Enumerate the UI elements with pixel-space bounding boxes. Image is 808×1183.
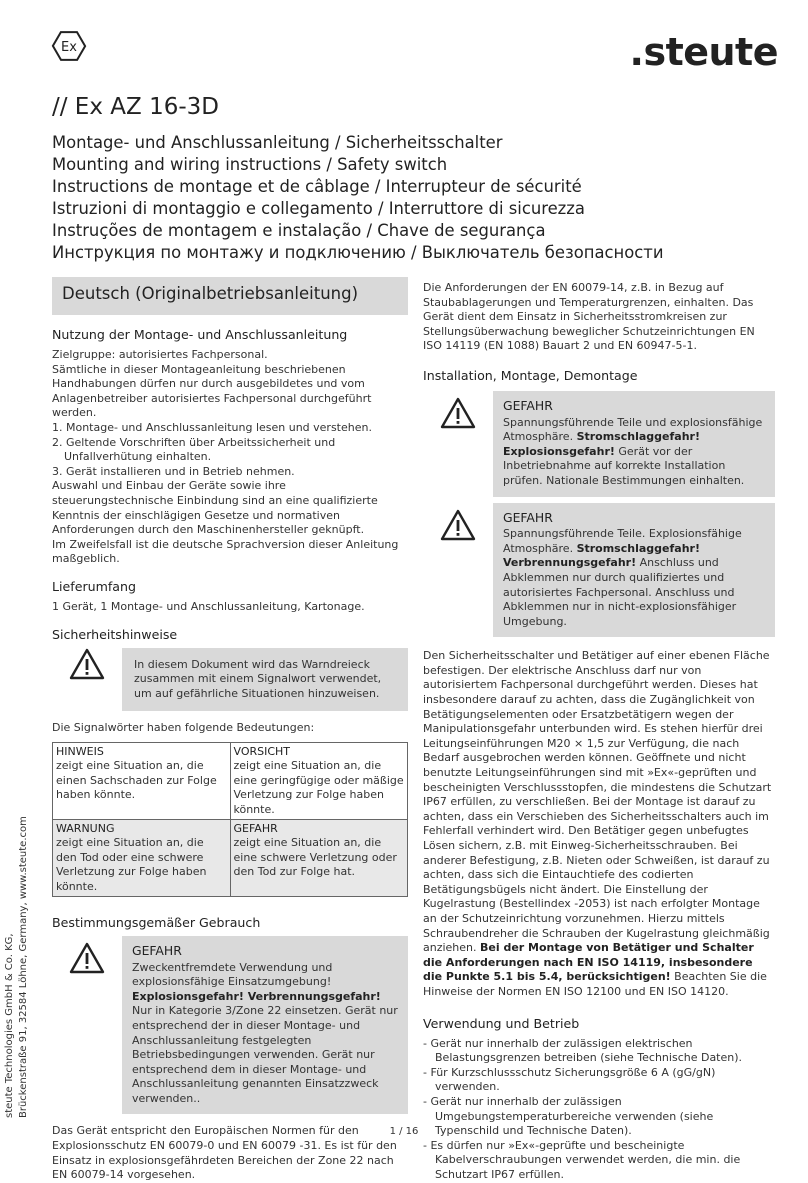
document-titles xyxy=(52,132,792,264)
svg-text:Ex: Ex xyxy=(61,40,77,55)
section-heading-verwendung: Verwendung und Betrieb xyxy=(423,1015,580,1031)
list-item: - Für Kurzschlussschutz Sicherungsgröße 6 A (gG/gN) verwenden. xyxy=(423,1065,716,1094)
warning-triangle-icon xyxy=(52,648,122,712)
section-heading-bestimmung: Bestimmungsgemäßer Gebrauch xyxy=(52,914,261,930)
signal-description: zeigt eine Situation an, die einen Sachschaden zur Folge haben könnte. xyxy=(56,759,217,802)
warning-triangle-icon xyxy=(423,503,493,638)
table-cell xyxy=(53,819,231,896)
bestimmung-after-text: Das Gerät entspricht den Europäischen Normen für den Explosionsschutz EN 60079-0 und EN 60079 -31. Es ist für den Einsatz in explosionsgefährdeten Bereichen der Zone 22 nach EN 60079-14 vorgesehen. xyxy=(52,1124,397,1182)
paragraph: Sämtliche in dieser Montageanleitung beschriebenen Handhabungen dürfen nur durch ausgebildetes und vom Anlagenbetreiber autorisiertes Fachpersonal durchgeführt werden. xyxy=(52,362,372,420)
paragraph: Im Zweifelsfall ist die deutsche Sprachversion dieser Anleitung maßgeblich. xyxy=(52,537,399,566)
list-item: - Es dürfen nur »Ex«-geprüfte und bescheinigte Kabelverschraubungen verwendet werden, die min. die Schutzart IP67 erfüllen. xyxy=(423,1138,741,1181)
title-en: Mounting and wiring instructions / Safety switch xyxy=(52,155,448,174)
brand-logo: .steute xyxy=(629,30,778,74)
title-ru: Инструкция по монтажу и подключению / Выключатель безопасности xyxy=(52,243,664,262)
text-span: Beachten Sie die Hinweise der Normen EN ISO 12100 und EN ISO 14120. xyxy=(423,970,767,998)
title-it: Istruzioni di montaggio e collegamento / Interruttore di sicurezza xyxy=(52,199,585,218)
signal-word: VORSICHT xyxy=(233,744,291,758)
bold-span: Explosionsgefahr! Verbrennungsgefahr! xyxy=(132,989,381,1003)
warning-triangle-icon xyxy=(52,936,122,1115)
warning-note-box xyxy=(52,648,408,712)
ex-hexagon-icon xyxy=(51,28,87,64)
left-column xyxy=(52,277,408,1183)
table-cell xyxy=(230,819,408,896)
warning-note-text: In diesem Dokument wird das Warndreieck zusammen mit einem Signalwort verwendet, um auf gefährliche Situationen hinzuweisen. xyxy=(122,648,408,712)
list-item: 2. Geltende Vorschriften über Arbeitssicherheit und Unfallverhütung einhalten. xyxy=(52,435,336,464)
list-item: - Gerät nur innerhalb der zulässigen Umgebungstemperaturbereiche verwenden (siehe Typenschild und Technische Daten). xyxy=(423,1094,714,1138)
product-title: // Ex AZ 16-3D xyxy=(52,94,219,120)
company-name: steute Technologies GmbH & Co. KG, xyxy=(4,933,15,1118)
section-heading-installation: Installation, Montage, Demontage xyxy=(423,367,638,383)
danger-label: GEFAHR xyxy=(132,942,182,958)
bold-span: Stromschlaggefahr! Explosionsgefahr! xyxy=(503,430,700,458)
paragraph: Auswahl und Einbau der Geräte sowie ihre steuerungstechnische Einbindung sind an eine qualifizierte Kenntnis der einschlägigen Gesetze und normativen Anforderungen durch den Maschinenhersteller geknüpft. xyxy=(52,479,378,537)
text-span: Den Sicherheitsschalter und Betätiger auf einer ebenen Fläche befestigen. Der elektrische Anschluss darf nur von autorisiertem Fachpersonal durchgeführt werden. Dieses hat insbesondere darauf zu achten, dass die Zugänglichkeit von Betätigungselementen oder Ersatzbetätigern wegen der Manipulationsgefahr unterbunden wird. Es stehen hierfür drei Leitungseinführungen M20 × 1,5 zur Verfügung, die nach Bedarf ausgebrochen werden können. Geöffnete und nicht benutzte Leitungseinführungen sind mit »Ex«-geprüften und bescheinigten Verschlussstopfen, die mindestens die Schutzart IP67 erfüllen, zu verschließen. Bei der Montage ist darauf zu achten, dass ein Verschieben des Sicherheitsschalters auch im Fehlerfall verhindert wird. Den Betätiger gegen unbefugtes Lösen sichern, z.B. mit Einweg-Sicherheitsschrauben. Bei anderer Befestigung, z.B. Nieten oder Schweißen, ist darauf zu achten, dass sich die Eintauchtiefe des codierten Betätigungsbügels nicht ändert. Die Einstellung der Kugelrastung (Bestellindex -2053) ist nach erfolgter Montage an der Schutzeinrichtung vorzunehmen. Hierzu mittels Schraubendreher die Schrauben der Kugelrastung gleichmäßig anziehen. xyxy=(423,649,772,955)
bold-span: Stromschlaggefahr! Verbrennungsgefahr! xyxy=(503,541,700,570)
language-header: Deutsch (Originalbetriebsanleitung) xyxy=(52,277,408,315)
signal-intro: Die Signalwörter haben folgende Bedeutungen: xyxy=(52,721,315,735)
text-span: Spannungsführende Teile und explosionsfähige Atmosphäre. xyxy=(503,415,763,444)
signal-description: zeigt eine Situation an, die den Tod oder eine schwere Verletzung zur Folge haben könnte. xyxy=(56,836,207,893)
company-address: Brückenstraße 91, 32584 Löhne, Germany, www.steute.com xyxy=(18,816,29,1118)
table-cell xyxy=(53,742,231,819)
title-pt: Instruções de montagem e instalação / Chave de segurança xyxy=(52,221,546,240)
danger-text xyxy=(493,503,775,638)
signal-description: zeigt eine Situation an, die eine schwere Verletzung oder den Tod zur Folge hat. xyxy=(233,836,397,879)
page-number: 1 / 16 xyxy=(389,1126,419,1137)
installation-body xyxy=(423,649,775,999)
danger-box xyxy=(52,936,408,1115)
title-fr: Instructions de montage et de câblage / Interrupteur de sécurité xyxy=(52,177,582,196)
danger-label: GEFAHR xyxy=(503,397,553,413)
text-span: Zweckentfremdete Verwendung und explosionsfähige Einsatzumgebung! xyxy=(132,960,333,989)
table-cell xyxy=(230,742,408,819)
danger-label: GEFAHR xyxy=(503,509,553,525)
signal-word: WARNUNG xyxy=(56,821,115,835)
section-heading-nutzung: Nutzung der Montage- und Anschlussanleitung xyxy=(52,327,348,342)
list-item: - Gerät nur innerhalb der zulässigen elektrischen Belastungsgrenzen betreiben (siehe Technische Daten). xyxy=(423,1036,743,1065)
signal-description: zeigt eine Situation an, die eine geringfügige oder mäßige Verletzung zur Folge haben könnte. xyxy=(233,759,404,816)
text-span: Spannungsführende Teile. Explosionsfähige Atmosphäre. xyxy=(503,527,742,555)
danger-box xyxy=(423,503,775,638)
text-span: Anschluss und Abklemmen nur durch qualifiziertes und autorisiertes Fachpersonal. Anschluss und Abklemmen nur in nicht-explosionsfähiger Umgebung. xyxy=(503,556,737,628)
company-address-sidebar xyxy=(3,818,31,1118)
table-row xyxy=(53,742,408,819)
title-de: Montage- und Anschlussanleitung / Sicherheitsschalter xyxy=(52,133,503,152)
table-row xyxy=(53,819,408,896)
section-heading-lieferumfang: Lieferumfang xyxy=(52,578,136,594)
signal-word: HINWEIS xyxy=(56,744,104,758)
section-heading-sicherheit: Sicherheitshinweise xyxy=(52,626,178,642)
warning-triangle-icon xyxy=(423,391,493,497)
list-item: 3. Gerät installieren und in Betrieb nehmen. xyxy=(52,464,295,478)
paragraph: Zielgruppe: autorisiertes Fachpersonal. xyxy=(52,348,268,361)
text-span: Gerät vor der Inbetriebnahme auf korrekte Installation prüfen. Nationale Bestimmungen einhalten. xyxy=(503,444,745,487)
intro-text: Die Anforderungen der EN 60079-14, z.B. in Bezug auf Staubablagerungen und Temperaturgrenzen, einhalten. Das Gerät dient dem Einsatz in Sicherheitsstromkreisen zur Stellungsüberwachung beweglicher Schutzeinrichtungen EN ISO 14119 (EN 1088) Bauart 2 und EN 60947-5-1. xyxy=(423,281,755,353)
right-column xyxy=(423,281,775,1182)
signal-word: GEFAHR xyxy=(233,821,278,835)
list-item: 1. Montage- und Anschlussanleitung lesen und verstehen. xyxy=(52,420,372,434)
text-span: Nur in Kategorie 3/Zone 22 einsetzen. Gerät nur entsprechend der in dieser Montage- und Anschlussanleitung festgelegten Betriebsbedingungen verwenden. Gerät nur entsprechend dem in dieser Montage- und Anschlussanleitung genannten Einsatzzweck verwenden.. xyxy=(132,1004,398,1105)
lieferumfang-text: 1 Gerät, 1 Montage- und Anschlussanleitung, Kartonage. xyxy=(52,599,365,613)
nutzung-text xyxy=(52,348,408,567)
danger-text xyxy=(122,936,408,1115)
verwendung-list xyxy=(423,1037,775,1183)
bold-span: Bei der Montage von Betätiger und Schalter die Anforderungen nach EN ISO 14119, insbesondere die Punkte 5.1 bis 5.4, berücksichtigen! xyxy=(423,941,754,984)
signal-word-table xyxy=(52,742,408,897)
danger-box xyxy=(423,391,775,497)
danger-text xyxy=(493,391,775,497)
